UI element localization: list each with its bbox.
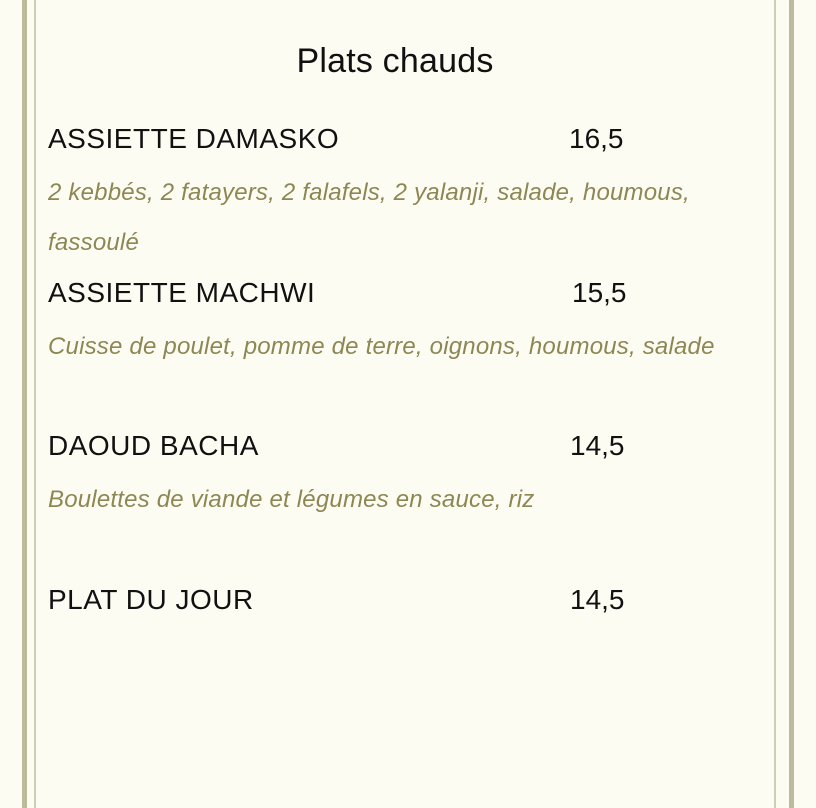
- dish-description: Cuisse de poulet, pomme de terre, oignons, houmous, salade: [48, 333, 715, 360]
- page-border-right-inner: [774, 0, 776, 808]
- dish-price: 14,5: [570, 430, 625, 461]
- dish-price: 14,5: [570, 584, 625, 615]
- dish-name: PLAT DU JOUR: [48, 584, 254, 615]
- section-title: Plats chauds: [296, 42, 494, 80]
- dish-name: ASSIETTE MACHWI: [48, 277, 316, 308]
- page-border-left: [22, 0, 27, 808]
- page-border-left-inner: [34, 0, 36, 808]
- dish-description: Boulettes de viande et légumes en sauce, riz: [48, 486, 535, 513]
- dish-price: 15,5: [572, 277, 627, 308]
- page-border-right: [789, 0, 794, 808]
- dish-name: ASSIETTE DAMASKO: [48, 123, 340, 154]
- dish-description: 2 kebbés, 2 fatayers, 2 falafels, 2 yalanji, salade, houmous, fassoulé: [48, 179, 690, 256]
- dish-price: 16,5: [569, 123, 624, 154]
- dish-name: DAOUD BACHA: [48, 430, 259, 461]
